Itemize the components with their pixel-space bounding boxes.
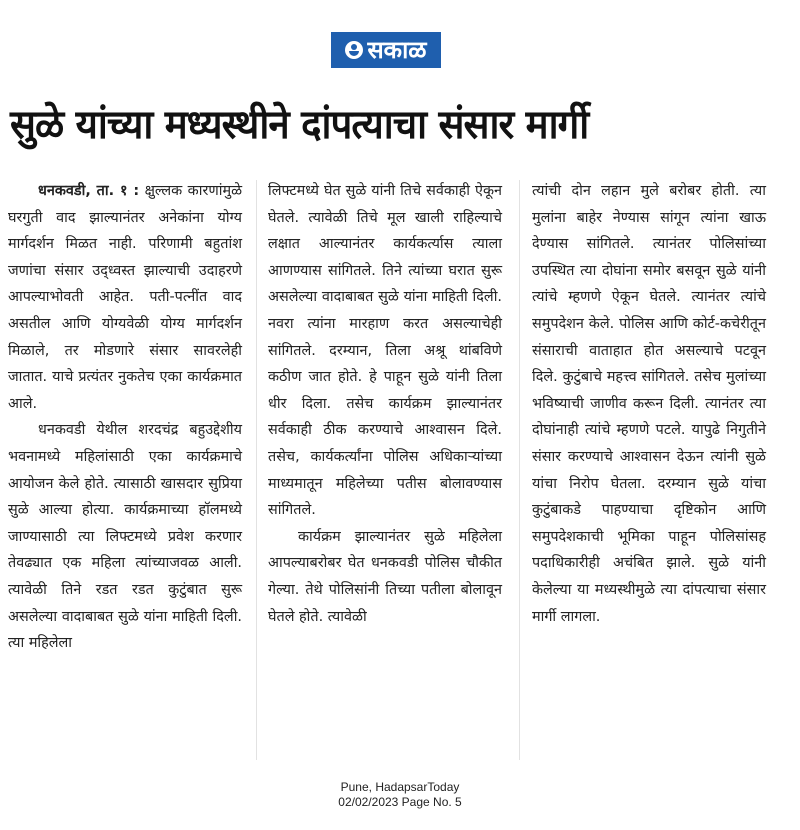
newspaper-brand-name: सकाळ <box>367 36 427 64</box>
page-footer <box>300 780 500 810</box>
sakal-emblem-icon <box>345 41 363 59</box>
article-column-2 <box>268 178 502 630</box>
article-dateline: धनकवडी, ता. १ : <box>38 183 140 199</box>
article-body <box>0 178 800 768</box>
edition-label: Pune, HadapsarToday <box>340 780 460 794</box>
newspaper-masthead <box>331 32 441 68</box>
article-paragraph <box>8 178 242 417</box>
column-divider <box>256 180 257 760</box>
article-headline: सुळे यांच्या मध्यस्थीने दांपत्याचा संसार मार्गी <box>10 102 589 148</box>
article-column-1 <box>8 178 242 657</box>
article-paragraph: लिफ्टमध्ये घेत सुळे यांनी तिचे सर्वकाही ऐकून घेतले. त्यावेळी तिचे मूल खाली राहिल्याचे लक्षात आल्यानंतर कार्यकर्त्यास त्याला आणण्यास सांगितले. तिने त्यांच्या घरात सुरू असलेल्या वादाबाबत सुळे यांना माहिती दिली. नवरा त्यांना मारहाण करत असल्याचेही सांगितले. दरम्यान, तिला अश्रू थांबविणे कठीण जात होते. हे पाहून सुळे यांनी तिला धीर दिला. तसेच कार्यक्रम झाल्यानंतर सर्वकाही ठीक करण्याचे आश्वासन दिले. तसेच, कार्यकर्त्यांना पोलिस अधिकाऱ्यांच्या माध्यमातून महिलेच्या पतीस बोलावण्यास सांगितले. <box>268 183 502 519</box>
column-divider <box>519 180 520 760</box>
date-page-label: 02/02/2023 Page No. 5 <box>338 795 462 809</box>
article-paragraph: कार्यक्रम झाल्यानंतर सुळे महिलेला आपल्याबरोबर घेत धनकवडी पोलिस चौकीत गेल्या. तेथे पोलिसांनी तिच्या पतीला बोलावून घेतले होते. त्यावेळी <box>268 528 502 625</box>
article-paragraph: त्यांची दोन लहान मुले बरोबर होती. त्या मुलांना बाहेर नेण्यास सांगून त्यांना खाऊ देण्यास सांगितले. त्यानंतर पोलिसांच्या उपस्थित त्या दोघांना समोर बसवून सुळे यांनी त्यांचे म्हणणे ऐकून घेतले. त्यानंतर त्यांचे समुपदेशन केले. पोलिस आणि कोर्ट-कचेरीतून संसाराची वाताहात होत असल्याचे पटवून दिले. कुटुंबाचे महत्त्व सांगितले. तसेच मुलांच्या भविष्याची जाणीव करून दिली. त्यानंतर त्या दोघांनाही त्यांचे म्हणणे पटले. यापुढे निगुतीने संसार करण्याचे आश्वासन देऊन त्यांनी सुळे यांचा निरोप घेतला. दरम्यान सुळे यांचा कुटुंबाकडे पाहण्याचा दृष्टिकोन आणि समुपदेशकाची भूमिका पाहून पोलिसांसह पदाधिकारीही अचंबित झाले. सुळे यांनी केलेल्या या मध्यस्थीमुळे त्या दांपत्याचा संसार मार्गी लागला. <box>532 183 766 625</box>
article-column-3 <box>532 178 766 630</box>
article-paragraph: धनकवडी येथील शरदचंद्र बहुउद्देशीय भवनामध्ये महिलांसाठी एका कार्यक्रमाचे आयोजन केले होते. त्यासाठी खासदार सुप्रिया सुळे आल्या होत्या. कार्यक्रमाच्या हॉलमध्ये जाण्यासाठी त्या लिफ्टमध्ये प्रवेश करणार तेवढ्यात एक महिला त्यांच्याजवळ आली. त्यावेळी तिने रडत रडत कुटुंबात सुरू असलेल्या वादाबाबत सुळे यांना माहिती दिली. त्या महिलेला <box>8 422 242 652</box>
paragraph-text: क्षुल्लक कारणांमुळे घरगुती वाद झाल्यानंतर अनेकांना योग्य मार्गदर्शन मिळत नाही. परिणामी बहुतांश जणांचा संसार उद्ध्वस्त झाल्याची उदाहरणे आपल्याभोवती आहेत. पती-पत्नींत वाद असतील आणि योग्यवेळी योग्य मार्गदर्शन मिळाले, तर मोडणारे संसार सावरलेही जातात. याचे प्रत्यंतर नुकतेच एका कार्यक्रमात आले. <box>8 183 243 412</box>
